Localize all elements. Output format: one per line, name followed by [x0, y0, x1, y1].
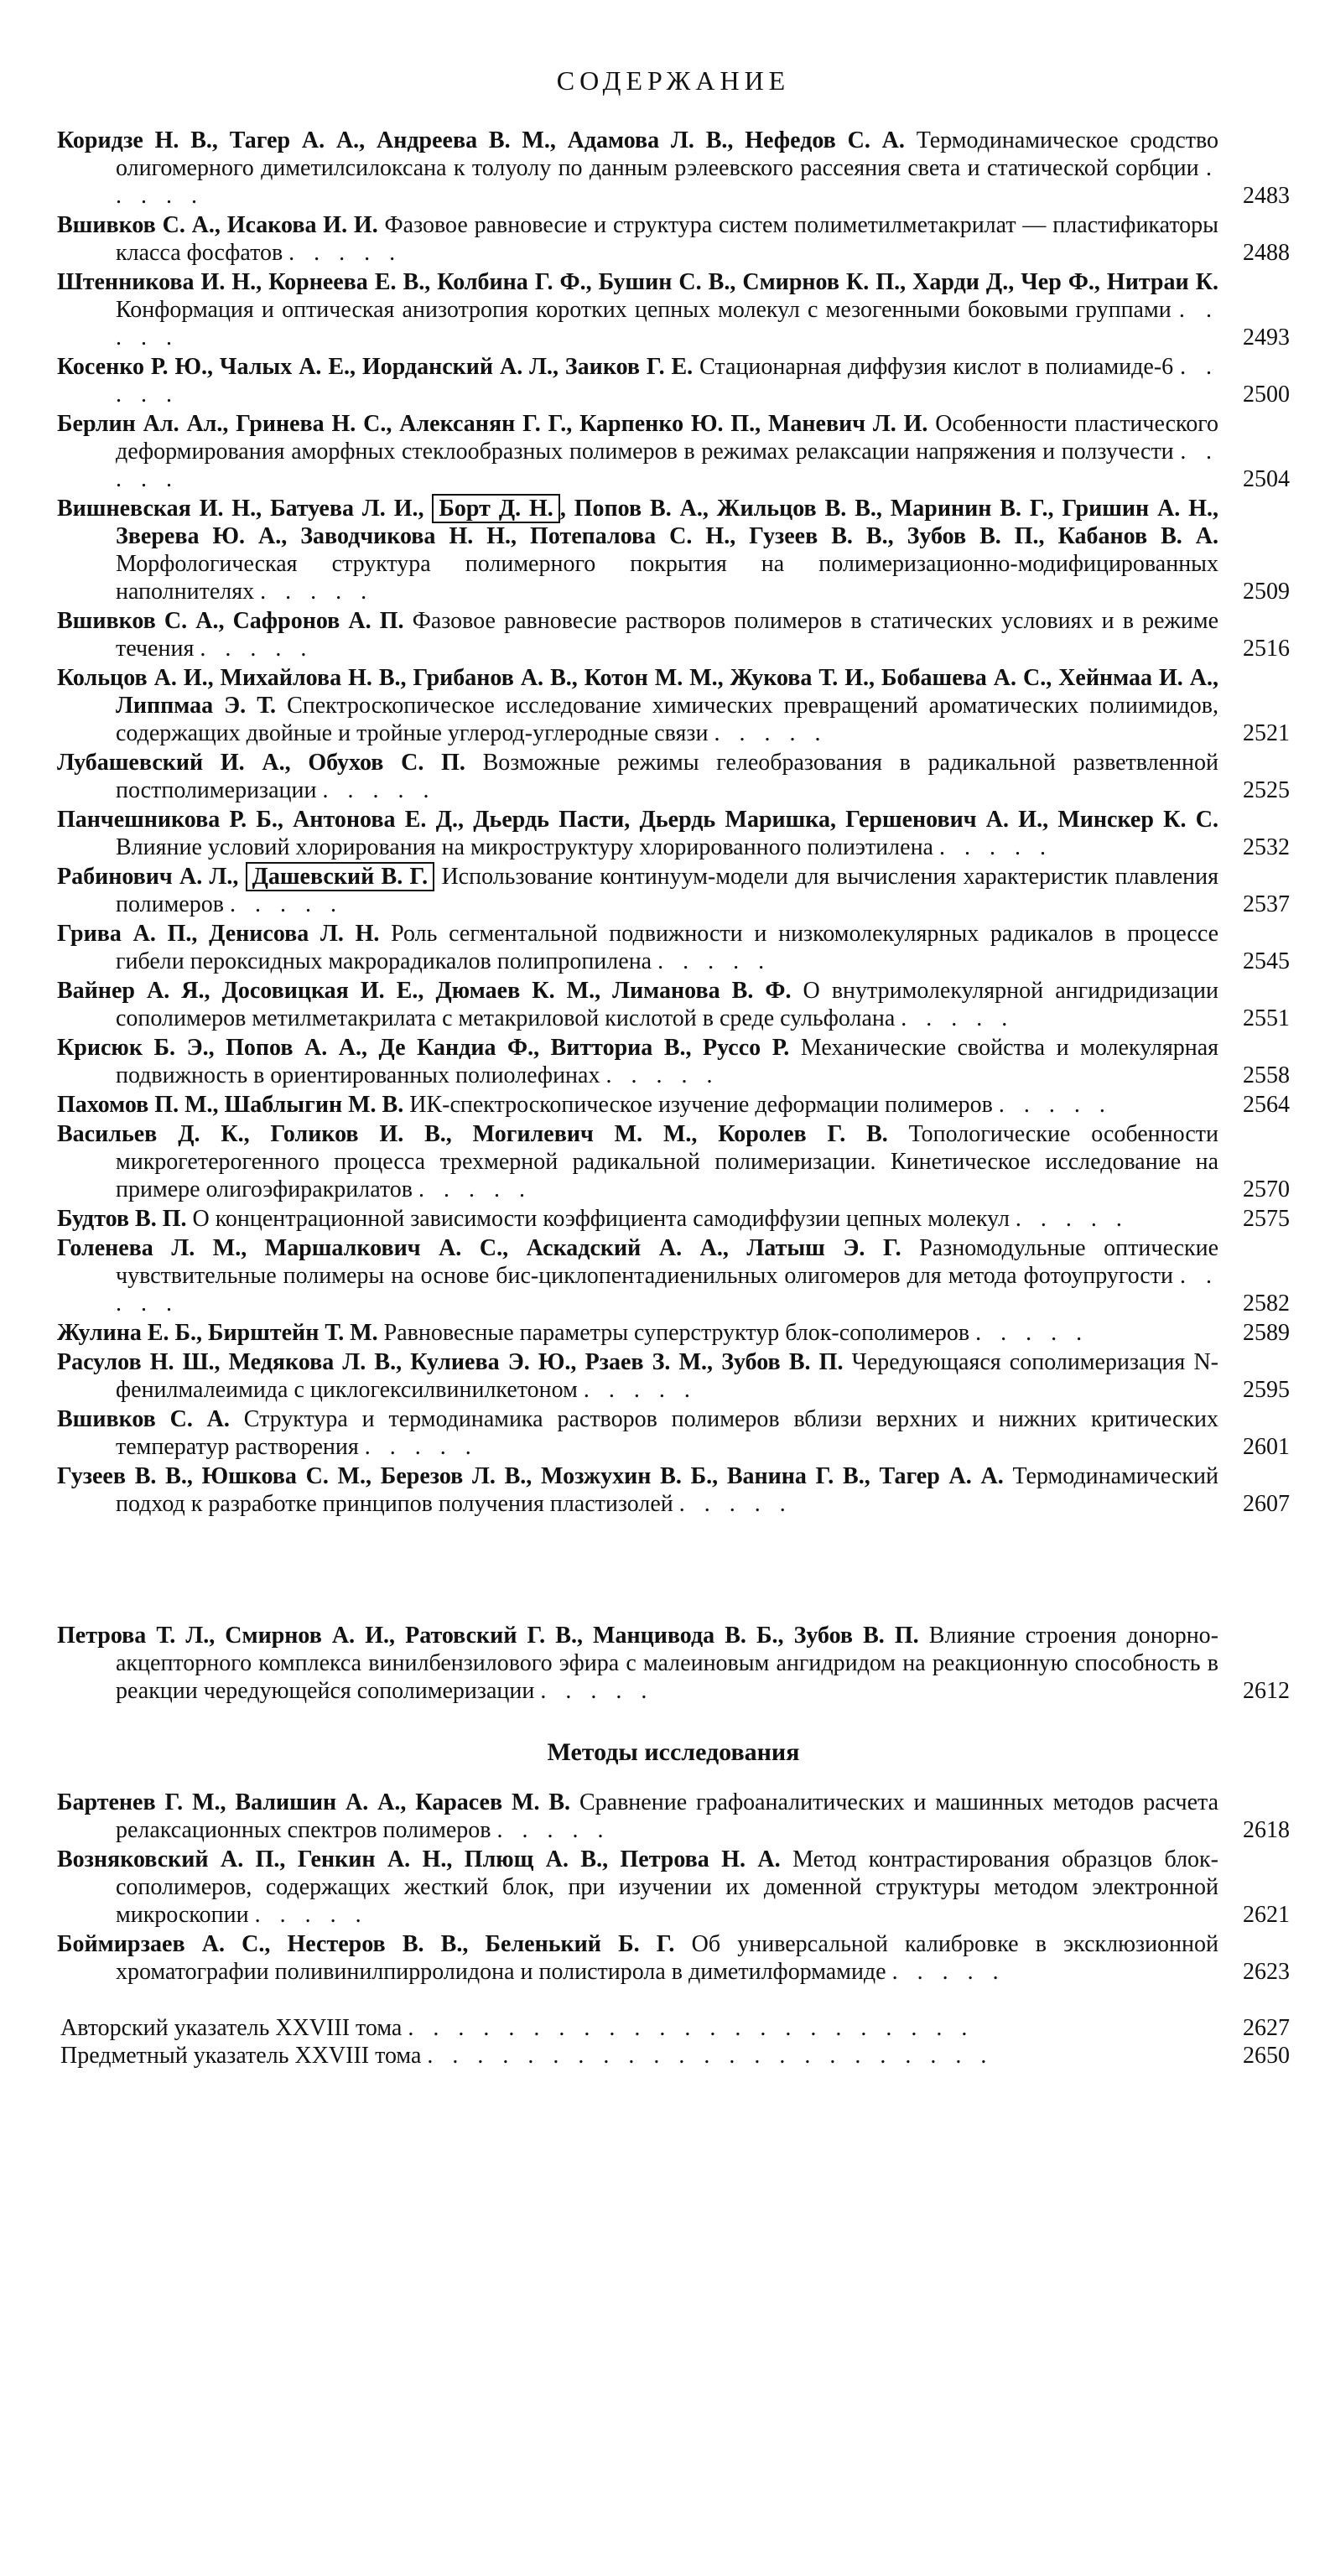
toc-page-number: 2621	[1243, 1902, 1290, 1928]
toc-entry	[57, 749, 1290, 804]
toc-entry	[57, 1091, 1290, 1119]
toc-authors: Кольцов А. И., Михайлова Н. В., Грибанов А. В., Котон М. М., Жукова Т. И., Бобашева А. С., Хейнмаа И. А., Липпмаа Э. Т.	[57, 665, 1218, 719]
toc-leader-dots: . . . . .	[583, 1377, 697, 1403]
toc-authors: Возняковский А. П., Генкин А. Н., Плющ А. В., Петрова Н. А.	[57, 1846, 781, 1872]
toc-page-number: 2601	[1243, 1434, 1290, 1460]
toc-entry-text	[57, 211, 1218, 267]
toc-title: Фазовое равновесие и структура систем полиметилметакрилат — пластификаторы класса фосфатов	[116, 212, 1218, 266]
toc-entry	[57, 863, 1290, 918]
toc-authors: Вшивков С. А., Исакова И. И.	[57, 212, 378, 238]
toc-leader-dots: . . . . .	[116, 155, 1218, 209]
index-title: Предметный указатель XXVIII тома	[60, 2043, 422, 2069]
toc-entry-text	[57, 863, 1218, 918]
toc-leader-dots: . . . . .	[418, 1176, 533, 1202]
toc-page-number: 2582	[1243, 1291, 1290, 1317]
toc-entry-text	[57, 1846, 1218, 1929]
page-title: СОДЕРЖАНИЕ	[556, 65, 791, 96]
toc-entry	[57, 127, 1290, 210]
toc-page-number: 2488	[1243, 240, 1290, 266]
toc-entry-text	[57, 1462, 1218, 1518]
toc-title: Спектроскопическое исследование химических превращений ароматических полиимидов, содержащих двойные и тройные углерод-углеродные связи	[116, 693, 1218, 746]
toc-page-number: 2516	[1243, 636, 1290, 662]
toc-authors: Крисюк Б. Э., Попов А. А., Де Кандиа Ф., Витториа В., Руссо Р.	[57, 1035, 790, 1061]
toc-leader-dots: . . . . .	[229, 891, 343, 917]
toc-page-number: 2558	[1243, 1062, 1290, 1088]
toc-page-number: 2564	[1243, 1092, 1290, 1118]
toc-title: Возможные режимы гелеобразования в радикальной разветвленной постполимеризации	[116, 750, 1219, 803]
toc-title: Конформация и оптическая анизотропия коротких цепных молекул с мезогенными боковыми группами	[116, 297, 1172, 323]
toc-page-number: 2493	[1243, 325, 1290, 351]
toc-page-number: 2627	[1243, 2015, 1290, 2041]
toc-title: Разномодульные оптические чувствительные полимеры на основе бис-циклопентадиенильных олигомеров для метода фотоупругости	[116, 1235, 1219, 1289]
contents-list	[57, 127, 1290, 1518]
toc-entry	[57, 1234, 1290, 1317]
toc-leader-dots: . . . . .	[975, 1320, 1089, 1346]
toc-page-number: 2623	[1243, 1959, 1290, 1985]
toc-authors: Грива А. П., Денисова Л. Н.	[57, 921, 380, 947]
toc-title: ИК-спектроскопическое изучение деформации полимеров	[409, 1092, 993, 1118]
toc-entry	[57, 353, 1290, 408]
toc-page-number: 2509	[1243, 579, 1290, 605]
toc-entry	[57, 1034, 1290, 1089]
toc-title: Структура и термодинамика растворов полимеров вблизи верхних и нижних критических температур растворения	[116, 1406, 1218, 1460]
toc-page-number: 2570	[1243, 1176, 1290, 1202]
section-title-methods: Методы исследования	[547, 1738, 800, 1766]
toc-title: Чередующаяся сополимеризация N-фенилмалеимида с циклогексилвинилкетоном	[116, 1349, 1218, 1403]
toc-leader-dots: . . . . . . . . . . . . . . . . . . . . . . .	[427, 2043, 994, 2069]
toc-leader-dots: . . . . .	[998, 1092, 1112, 1118]
toc-entry	[57, 1930, 1290, 1986]
toc-authors-boxed: Дашевский В. Г.	[246, 862, 435, 891]
toc-entry-text	[57, 1120, 1218, 1203]
toc-title: О внутримолекулярной ангидридизации сополимеров метилметакрилата с метакриловой кислотой в среде сульфолана	[116, 978, 1219, 1031]
toc-entry-text	[57, 1789, 1218, 1844]
toc-title: Стационарная диффузия кислот в полиамиде-6	[699, 354, 1174, 380]
toc-title: Фазовое равновесие растворов полимеров в статических условиях и в режиме течения	[116, 608, 1219, 662]
toc-page-number: 2595	[1243, 1377, 1290, 1403]
toc-entry-text	[57, 268, 1218, 351]
toc-authors: Гузеев В. В., Юшкова С. М., Березов Л. В., Мозжухин В. Б., Ванина Г. В., Тагер А. А.	[57, 1463, 1004, 1489]
toc-leader-dots: . . . . .	[254, 1902, 368, 1928]
toc-title: Использование континуум-модели для вычисления характеристик плавления полимеров	[116, 864, 1218, 917]
toc-title: Сравнение графоаналитических и машинных методов расчета релаксационных спектров полимеров	[116, 1789, 1219, 1843]
toc-entry-text	[57, 353, 1218, 408]
toc-entry	[57, 977, 1290, 1032]
toc-leader-dots: . . . . .	[322, 777, 436, 803]
toc-leader-dots: . . . . .	[288, 240, 403, 266]
toc-entry	[57, 1120, 1290, 1203]
toc-authors: Берлин Ал. Ал., Гринева Н. С., Алексанян Г. Г., Карпенко Ю. П., Маневич Л. И.	[57, 411, 928, 437]
toc-entry	[57, 1348, 1290, 1404]
toc-leader-dots: . . . . .	[891, 1959, 1005, 1985]
toc-entry	[57, 1622, 1290, 1705]
toc-entry-text	[57, 410, 1218, 493]
toc-authors: Бартенев Г. М., Валишин А. А., Карасев М. В.	[57, 1789, 571, 1815]
toc-leader-dots: . . . . .	[657, 948, 772, 974]
toc-page-number: 2545	[1243, 948, 1290, 974]
toc-entry-text	[57, 1319, 1218, 1347]
toc-leader-dots: . . . . .	[116, 297, 1219, 351]
toc-entry-text	[57, 1622, 1218, 1705]
toc-entry	[57, 1462, 1290, 1518]
toc-authors: Коридзе Н. В., Тагер А. А., Андреева В. М., Адамова Л. В., Нефедов С. А.	[57, 127, 905, 153]
toc-leader-dots: . . . . .	[1015, 1206, 1129, 1232]
toc-authors: , Попов В. А., Жильцов В. В., Маринин В. Г., Гришин А. Н., Зверева Ю. А., Заводчикова Н. Н., Потепалова С. Н., Гузеев В. В., Зубов В. П., Кабанов В. А.	[116, 496, 1219, 549]
toc-title: Метод контрастирования образцов блок-сополимеров, содержащих жесткий блок, при изучении их доменной структуры методом электронной микроскопии	[116, 1846, 1218, 1928]
toc-title: Термодинамический подход к разработке принципов получения пластизолей	[116, 1463, 1218, 1517]
toc-entry	[57, 607, 1290, 662]
toc-page-number: 2521	[1243, 720, 1290, 746]
toc-authors: Жулина Е. Б., Бирштейн Т. М.	[57, 1320, 378, 1346]
toc-leader-dots: . . . . . . . . . . . . . . . . . . . . . . .	[408, 2015, 974, 2041]
toc-authors: Петрова Т. Л., Смирнов А. И., Ратовский Г. В., Манцивода В. Б., Зубов В. П.	[57, 1623, 919, 1649]
toc-entry-text	[57, 749, 1218, 804]
toc-title: О концентрационной зависимости коэффициента самодиффузии цепных молекул	[192, 1206, 1010, 1232]
toc-leader-dots: . . . . .	[605, 1062, 720, 1088]
toc-entry-text	[57, 806, 1218, 861]
toc-entry	[57, 1846, 1290, 1929]
index-entry	[57, 2042, 1290, 2070]
toc-page-number: 2650	[1243, 2043, 1290, 2069]
toc-page-number: 2532	[1243, 834, 1290, 860]
methods-list	[57, 1789, 1290, 1986]
toc-authors-boxed: Борт Д. Н.	[432, 494, 559, 523]
toc-page-number: 2500	[1243, 382, 1290, 408]
toc-authors: Панчешникова Р. Б., Антонова Е. Д., Дьердь Пасти, Дьердь Маришка, Гершенович А. И., Минскер К. С.	[57, 807, 1218, 833]
toc-page-number: 2575	[1243, 1206, 1290, 1232]
toc-authors: Голенева Л. М., Маршалкович А. С., Аскадский А. А., Латыш Э. Г.	[57, 1235, 901, 1261]
toc-leader-dots: . . . . .	[116, 1263, 1219, 1317]
toc-title: Топологические особенности микрогетерогенного процесса трехмерной радикальной полимеризации. Кинетическое исследование на примере олигоэфиракрилатов	[116, 1121, 1218, 1202]
toc-leader-dots: . . . . .	[678, 1491, 792, 1517]
toc-entry	[57, 410, 1290, 493]
toc-authors: Васильев Д. К., Голиков И. В., Могилевич М. М., Королев Г. В.	[57, 1121, 888, 1147]
index-title: Авторский указатель XXVIII тома	[60, 2015, 403, 2041]
toc-leader-dots: . . . . .	[714, 720, 828, 746]
toc-page-number: 2483	[1243, 183, 1290, 209]
toc-leader-dots: . . . . .	[901, 1005, 1015, 1031]
toc-title: Влияние условий хлорирования на микроструктуру хлорированного полиэтилена	[116, 834, 933, 860]
toc-authors: Косенко Р. Ю., Чалых А. Е., Иорданский А. Л., Заиков Г. Е.	[57, 354, 694, 380]
toc-entry	[57, 268, 1290, 351]
toc-leader-dots: . . . . .	[938, 834, 1052, 860]
contents-page	[57, 65, 1290, 2070]
toc-page-number: 2537	[1243, 891, 1290, 917]
index-entry	[57, 2014, 1290, 2042]
toc-page-number: 2525	[1243, 777, 1290, 803]
indexes-list	[57, 2014, 1290, 2070]
toc-leader-dots: . . . . .	[364, 1434, 478, 1460]
toc-title: Морфологическая структура полимерного покрытия на полимеризационно-модифицированных наполнителях	[116, 551, 1218, 605]
toc-authors: Штенникова И. Н., Корнеева Е. В., Колбина Г. Ф., Бушин С. В., Смирнов К. П., Харди Д., Чер Ф., Нитраи К.	[57, 269, 1218, 295]
toc-entry-text	[57, 1091, 1218, 1119]
toc-entry	[57, 1789, 1290, 1844]
toc-leader-dots: . . . . .	[496, 1817, 610, 1843]
toc-entry-text	[57, 607, 1218, 662]
toc-leader-dots: . . . . .	[116, 439, 1219, 492]
toc-entry-text	[57, 1205, 1218, 1233]
toc-entry-text	[57, 920, 1218, 975]
toc-entry-text	[57, 1930, 1218, 1986]
toc-authors: Расулов Н. Ш., Медякова Л. В., Кулиева Э. Ю., Рзаев З. М., Зубов В. П.	[57, 1349, 844, 1375]
toc-entry	[57, 806, 1290, 861]
toc-entry-text	[57, 664, 1218, 747]
toc-authors: Лубашевский И. А., Обухов С. П.	[57, 750, 465, 776]
toc-entry-text	[57, 127, 1218, 210]
toc-title: Роль сегментальной подвижности и низкомолекулярных радикалов в процессе гибели пероксидных макрорадикалов полипропилена	[116, 921, 1219, 974]
toc-authors: Вайнер А. Я., Досовицкая И. Е., Дюмаев К. М., Лиманова В. Ф.	[57, 978, 792, 1004]
toc-title: Особенности пластического деформирования аморфных стеклообразных полимеров в режимах релаксации напряжения и ползучести	[116, 411, 1219, 465]
toc-authors: Вшивков С. А., Сафронов А. П.	[57, 608, 404, 634]
toc-entry	[57, 495, 1290, 605]
toc-entry-text	[57, 977, 1218, 1032]
toc-page-number: 2607	[1243, 1491, 1290, 1517]
toc-leader-dots: . . . . .	[260, 579, 374, 605]
toc-leader-dots: . . . . .	[540, 1678, 654, 1704]
toc-authors: Пахомов П. М., Шаблыгин М. В.	[57, 1092, 404, 1118]
toc-entry	[57, 664, 1290, 747]
toc-entry-text	[57, 1234, 1218, 1317]
toc-entry-text	[57, 1034, 1218, 1089]
toc-title: Термодинамическое сродство олигомерного диметилсилоксана к толуолу по данным рэлеевского рассеяния света и статической сорбции	[116, 127, 1219, 181]
toc-entry-text	[57, 1348, 1218, 1404]
toc-title: Об универсальной калибровке в эксклюзионной хроматографии поливинилпирролидона и полистирола в диметилформамиде	[116, 1931, 1219, 1985]
toc-entry	[57, 1319, 1290, 1347]
toc-title: Равновесные параметры суперструктур блок-сополимеров	[383, 1320, 970, 1346]
toc-leader-dots: . . . . .	[116, 354, 1219, 408]
toc-page-number: 2612	[1243, 1678, 1290, 1704]
toc-authors: Рабинович А. Л.,	[57, 864, 246, 890]
toc-page-number: 2589	[1243, 1320, 1290, 1346]
toc-page-number: 2504	[1243, 466, 1290, 492]
toc-leader-dots: . . . . .	[200, 636, 314, 662]
toc-page-number: 2618	[1243, 1817, 1290, 1843]
toc-entry	[57, 920, 1290, 975]
contents-extra-list	[57, 1622, 1290, 1705]
toc-authors: Боймирзаев А. С., Нестеров В. В., Беленький Б. Г.	[57, 1931, 675, 1957]
toc-title: Механические свойства и молекулярная подвижность в ориентированных полиолефинах	[116, 1035, 1219, 1088]
toc-authors: Вишневская И. Н., Батуева Л. И.,	[57, 496, 433, 522]
toc-authors: Будтов В. П.	[57, 1206, 187, 1232]
toc-page-number: 2551	[1243, 1005, 1290, 1031]
toc-entry	[57, 211, 1290, 267]
toc-entry-text	[57, 495, 1218, 605]
toc-title: Влияние строения донорно-акцепторного комплекса винилбензилового эфира с малеиновым ангидридом на реакционную способность в реакции чередующейся сополимеризации	[116, 1623, 1219, 1704]
toc-authors: Вшивков С. А.	[57, 1406, 230, 1432]
toc-entry	[57, 1205, 1290, 1233]
toc-entry-text	[57, 1405, 1218, 1461]
toc-entry	[57, 1405, 1290, 1461]
